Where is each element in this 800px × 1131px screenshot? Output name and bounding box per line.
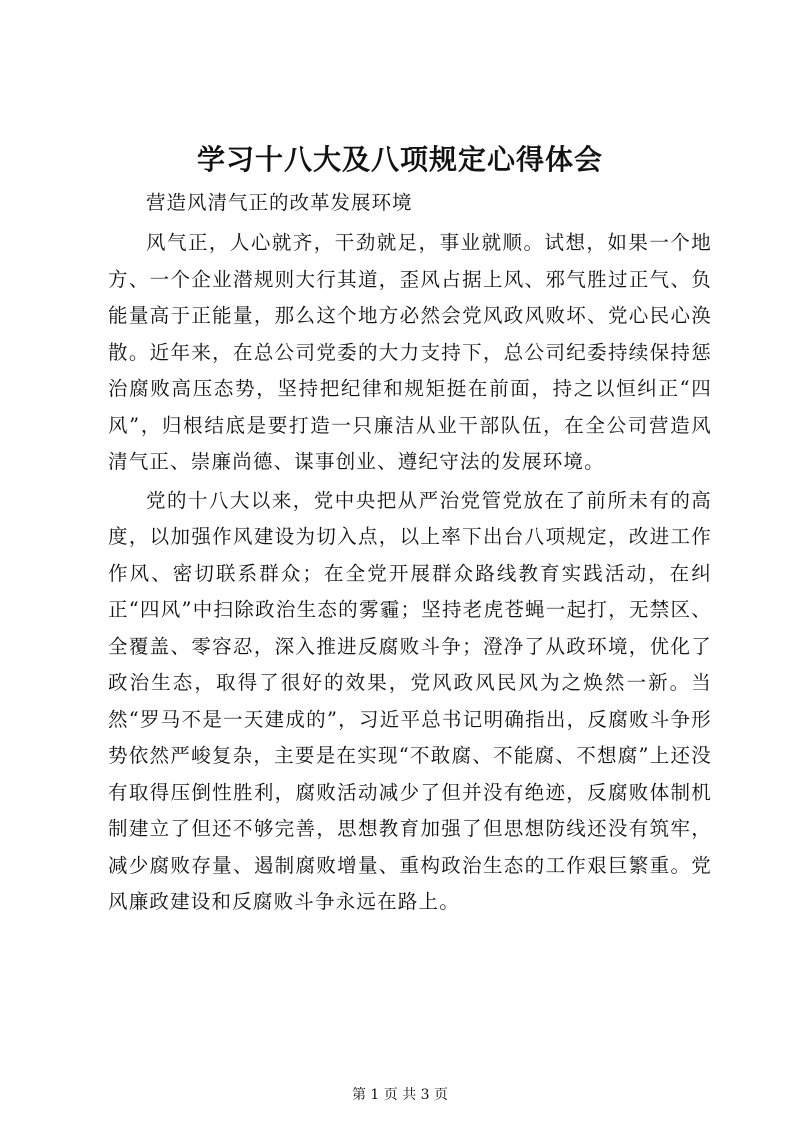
paragraph-2: 党的十八大以来，党中央把从严治党管党放在了前所未有的高度，以加强作风建设为切入点，以上率下出台八项规定，改进工作作风、密切联系群众；在全党开展群众路线教育实践活动，在纠正“四风”中扫除政治生态的雾霾；坚持老虎苍蝇一起打，无禁区、全覆盖、零容忍，深入推进反腐败斗争；澄净了从政环境，优化了政治生态，取得了很好的效果，党风政风民风为之焕然一新。当然“罗马不是一天建成的”，习近平总书记明确指出，反腐败斗争形势依然严峻复杂，主要是在实现“不敢腐、不能腐、不想腐”上还没有取得压倒性胜利，腐败活动减少了但并没有绝迹，反腐败体制机制建立了但还不够完善，思想教育加强了但思想防线还没有筑牢，减少腐败存量、遏制腐败增量、重构政治生态的工作艰巨繁重。党风廉政建设和反腐败斗争永远在路上。 [108,488,712,913]
page-footer: 第 1 页 共 3 页 [351,1087,449,1103]
paragraph-1: 风气正，人心就齐，干劲就足，事业就顺。试想，如果一个地方、一个企业潜规则大行其道，歪风占据上风、邪气胜过正气、负能量高于正能量，那么这个地方必然会党风政风败坏、党心民心涣散。近年来，在总公司党委的大力支持下，总公司纪委持续保持惩治腐败高压态势，坚持把纪律和规矩挺在前面，持之以恒纠正“四风”，归根结底是要打造一只廉洁从业干部队伍，在全公司营造风清气正、崇廉尚德、谋事创业、遵纪守法的发展环境。 [108,231,712,473]
section-subtitle: 营造风清气正的改革发展环境 [146,191,413,214]
document-body [108,181,712,921]
page-title: 学习十八大及八项规定心得体会 [196,143,603,176]
